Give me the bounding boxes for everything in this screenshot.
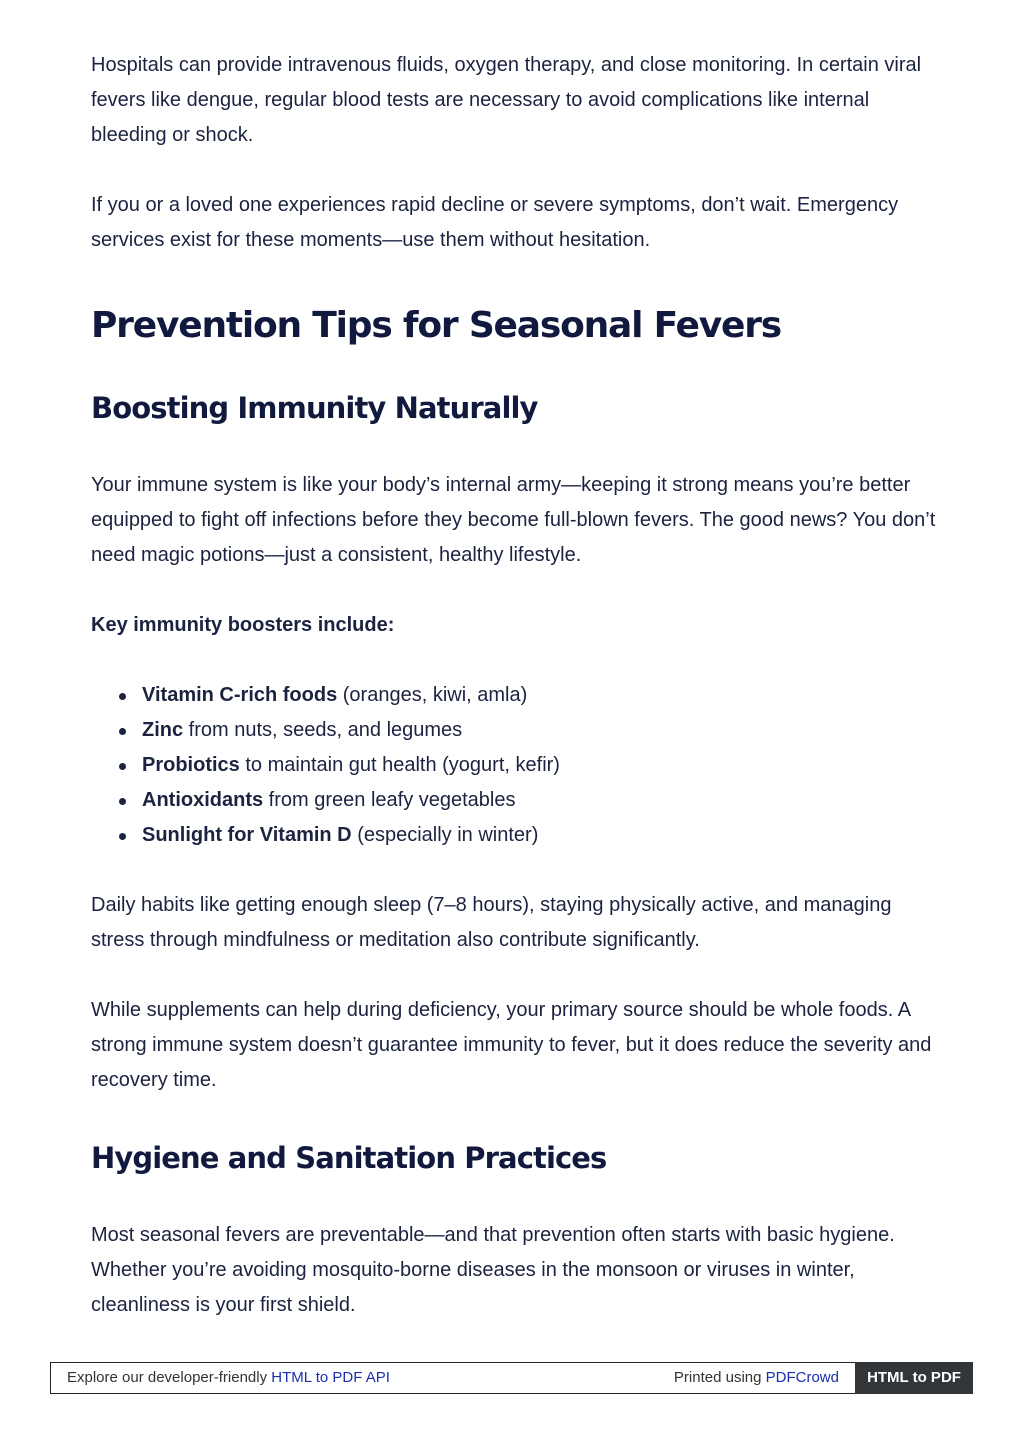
list-item [142, 678, 941, 713]
pdfcrowd-link[interactable]: PDFCrowd [765, 1369, 839, 1386]
html-to-pdf-badge[interactable]: HTML to PDF [855, 1362, 973, 1394]
pdf-footer-bar [50, 1362, 973, 1394]
footer-explore [67, 1363, 390, 1393]
list-item-text: from nuts, seeds, and legumes [183, 719, 463, 741]
list-item-text: from green leafy vegetables [263, 789, 516, 811]
list-item-bold: Sunlight for Vitamin D [142, 824, 352, 846]
list-item [142, 713, 941, 748]
footer-printed-text: Printed using [673, 1369, 766, 1386]
footer-printed [674, 1363, 839, 1393]
key-boosters-label: Key immunity boosters include: [91, 614, 395, 636]
heading-hygiene-sanitation: Hygiene and Sanitation Practices [91, 1141, 607, 1175]
list-item-bold: Vitamin C-rich foods [142, 684, 338, 706]
paragraph-immune-army: Your immune system is like your body’s internal army—keeping it strong means you’re better equipped to fight off infections before they become full-blown fevers. The good news? You don’t need magic potions—just a consistent, healthy lifestyle. [91, 474, 936, 566]
paragraph-supplements: While supplements can help during deficiency, your primary source should be whole foods. A strong immune system doesn’t guarantee immunity to fever, but it does reduce the severity and recovery time. [91, 999, 932, 1091]
list-item-bold: Antioxidants [142, 789, 264, 811]
list-item-bold: Zinc [142, 719, 184, 741]
list-item [142, 783, 941, 818]
paragraph-hygiene: Most seasonal fevers are preventable—and that prevention often starts with basic hygiene. Whether you’re avoiding mosquito-borne diseases in the monsoon or viruses in winter, cleanliness is your first shield. [91, 1224, 895, 1316]
immunity-boosters-list [91, 678, 941, 853]
footer-explore-text: Explore our developer-friendly [67, 1369, 272, 1386]
list-item-text: (especially in winter) [351, 824, 539, 846]
article-body [91, 48, 941, 1323]
paragraph-daily-habits: Daily habits like getting enough sleep (7–8 hours), staying physically active, and managing stress through mindfulness or meditation also contribute significantly. [91, 894, 892, 951]
paragraph-emergency: If you or a loved one experiences rapid decline or severe symptoms, don’t wait. Emergency services exist for these moments—use them without hesitation. [91, 194, 899, 251]
list-item-text: to maintain gut health (yogurt, kefir) [239, 754, 560, 776]
heading-boosting-immunity: Boosting Immunity Naturally [91, 391, 538, 425]
heading-prevention-tips: Prevention Tips for Seasonal Fevers [91, 305, 782, 346]
list-item [142, 748, 941, 783]
list-item-bold: Probiotics [142, 754, 240, 776]
list-item [142, 818, 941, 853]
paragraph-hospitals: Hospitals can provide intravenous fluids, oxygen therapy, and close monitoring. In certain viral fevers like dengue, regular blood tests are necessary to avoid complications like internal bleeding or shock. [91, 54, 922, 146]
list-item-text: (oranges, kiwi, amla) [337, 684, 528, 706]
html-to-pdf-api-link[interactable]: HTML to PDF API [271, 1369, 390, 1386]
